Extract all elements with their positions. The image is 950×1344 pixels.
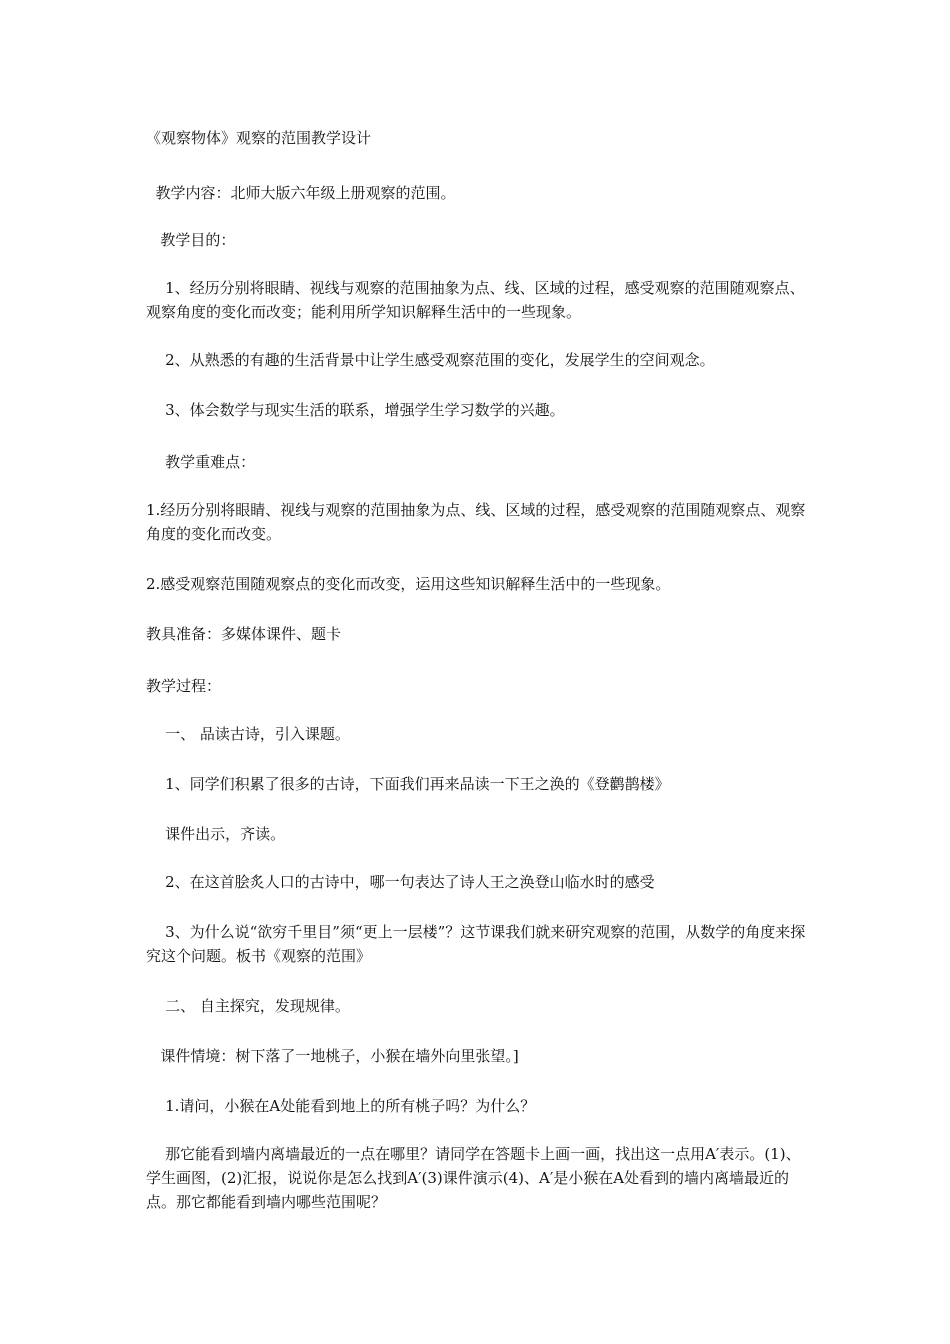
document-title: 《观察物体》观察的范围教学设计 xyxy=(146,129,372,147)
paragraph-goal-3: 3、体会数学与现实生活的联系，增强学生学习数学的兴趣。 xyxy=(146,401,565,419)
paragraph-section-1-item-1: 1、同学们积累了很多的古诗，下面我们再来品读一下王之涣的《登鹳鹊楼》 xyxy=(146,775,670,793)
paragraph-key-points-heading: 教学重难点： xyxy=(146,453,256,471)
paragraph-section-1-item-3: 3、为什么说“欲穷千里目”须“更上一层楼”？这节课我们就来研究观察的范围，从数学的角度来探究这个问题。板书《观察的范围》 xyxy=(146,923,806,965)
paragraph-process-heading: 教学过程： xyxy=(146,677,222,695)
paragraph-section-2-item-1: 1.请问，小猴在A处能看到地上的所有桃子吗？为什么？ xyxy=(146,1097,536,1115)
paragraph-materials: 教具准备：多媒体课件、题卡 xyxy=(146,625,342,643)
paragraph-key-point-1: 1.经历分别将眼睛、视线与观察的范围抽象为点、线、区域的过程，感受观察的范围随观察点、观察角度的变化而改变。 xyxy=(146,501,806,543)
paragraph-teaching-goals-heading: 教学目的： xyxy=(146,231,236,249)
paragraph-section-2-item-1-detail: 那它能看到墙内离墙最近的一点在哪里？请同学在答题卡上画一画，找出这一点用A′表示。(1)、学生画图，(2)汇报，说说你是怎么找到A′(3)课件演示(4)、A′是小猴在A处看到的墙内离墙最近的点。那它都能看到墙内哪些范围呢？ xyxy=(146,1145,801,1211)
paragraph-section-2-heading: 二、 自主探究，发现规律。 xyxy=(146,997,350,1015)
paragraph-goal-1: 1、经历分别将眼睛、视线与观察的范围抽象为点、线、区域的过程，感受观察的范围随观察点、观察角度的变化而改变；能利用所学知识解释生活中的一些现象。 xyxy=(146,279,805,321)
paragraph-teaching-content: 教学内容：北师大版六年级上册观察的范围。 xyxy=(146,184,456,202)
paragraph-section-1-heading: 一、 品读古诗，引入课题。 xyxy=(146,725,350,743)
paragraph-courseware-scenario: 课件情境：树下落了一地桃子，小猴在墙外向里张望。] xyxy=(146,1047,519,1065)
paragraph-goal-2: 2、从熟悉的有趣的生活背景中让学生感受观察范围的变化，发展学生的空间观念。 xyxy=(146,351,715,369)
paragraph-courseware-display: 课件出示，齐读。 xyxy=(146,825,286,843)
paragraph-key-point-2: 2.感受观察范围随观察点的变化而改变，运用这些知识解释生活中的一些现象。 xyxy=(146,575,671,593)
paragraph-section-1-item-2: 2、在这首脍炙人口的古诗中，哪一句表达了诗人王之涣登山临水时的感受 xyxy=(146,873,655,891)
